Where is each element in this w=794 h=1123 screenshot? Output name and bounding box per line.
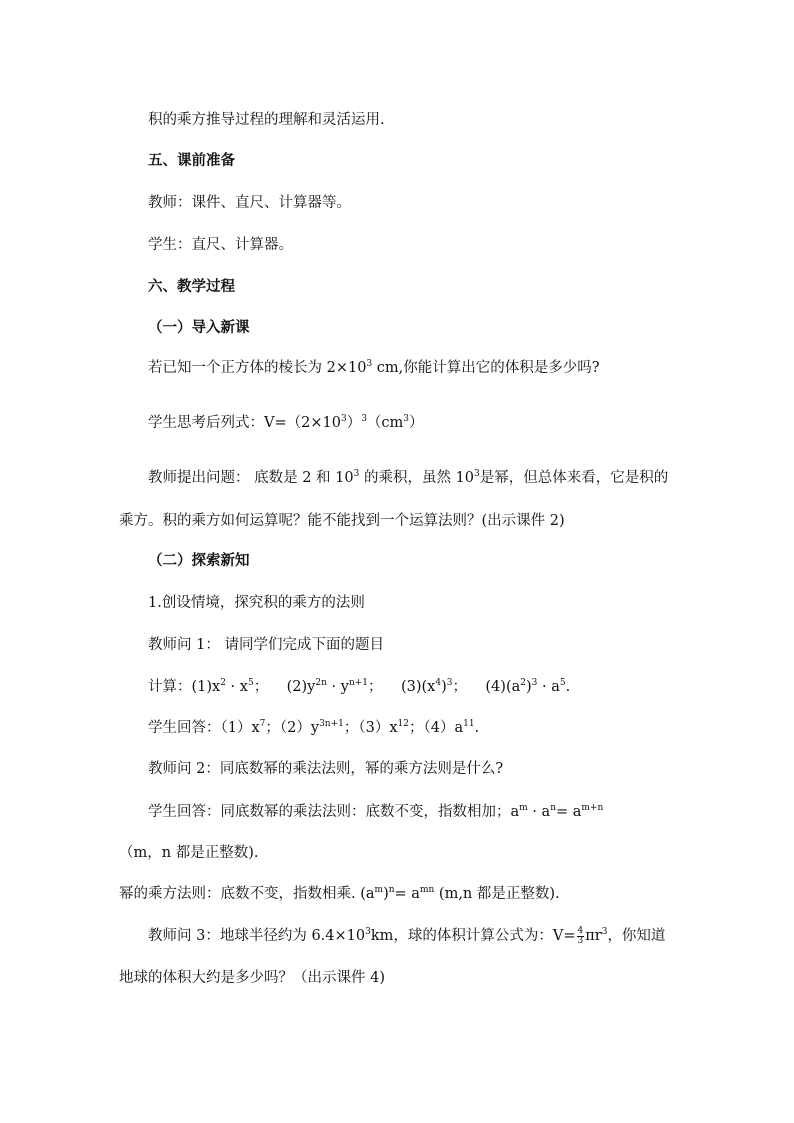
text: 计算：(1)x — [148, 679, 221, 695]
text-line — [148, 593, 365, 613]
text-line — [119, 843, 258, 863]
exponent: 3 — [353, 469, 360, 479]
text: 是幂，但总体来看，它是积的 — [479, 470, 669, 486]
text-line — [148, 358, 600, 378]
exponent: 5 — [559, 678, 566, 688]
text: km，球的体积计算公式为：V= — [370, 928, 576, 944]
exponent: 2 — [220, 678, 226, 688]
fraction-denominator: 3 — [577, 935, 584, 946]
text: 学生：直尺、计算器。 — [148, 237, 293, 253]
text: πr — [585, 928, 602, 944]
text: 幂的乘方法则：底数不变，指数相乘. (a — [119, 886, 375, 902]
text: . — [474, 720, 480, 736]
text: . — [565, 679, 571, 695]
text: 地球的体积大约是多少吗？（出示课件 4) — [119, 970, 385, 986]
exponent: 3 — [601, 927, 608, 937]
text: ) — [525, 679, 532, 695]
text-line — [148, 635, 384, 655]
exponent: n — [388, 885, 395, 895]
text-line — [148, 677, 570, 697]
exponent: 3 — [446, 678, 453, 688]
exponent: 4 — [435, 678, 442, 688]
exponent: 3 — [361, 414, 367, 424]
text: = a — [394, 886, 420, 902]
text: ；（3）x — [343, 720, 398, 736]
text-line — [148, 235, 293, 255]
text-line — [148, 110, 385, 130]
exponent: m — [519, 803, 528, 813]
heading-text: 五、课前准备 — [148, 152, 235, 169]
exponent: 12 — [397, 719, 409, 729]
text-line — [119, 968, 385, 988]
exponent: 3 — [531, 678, 538, 688]
exponent: m — [374, 885, 384, 895]
exponent: 3 — [340, 414, 347, 424]
exponent: 3 — [365, 927, 371, 937]
exponent: n+1 — [348, 678, 369, 688]
text: cm,你能计算出它的体积是多少吗? — [372, 360, 600, 376]
section-heading — [148, 277, 235, 297]
text: 教师提出问题： 底数是 2 和 10 — [148, 470, 354, 486]
text: 1.创设情境，探究积的乘方的法则 — [148, 595, 365, 611]
fraction — [577, 927, 585, 946]
heading-text: （二）探索新知 — [148, 552, 250, 569]
fraction-numerator: 4 — [577, 925, 584, 936]
text: ；（4）a — [408, 720, 464, 736]
text-line — [148, 759, 503, 779]
exponent: 3 — [366, 359, 373, 369]
text: 教师问 2：同底数幂的乘法法则，幂的乘方法则是什么? — [148, 761, 504, 777]
exponent: 3 — [474, 469, 480, 479]
subsection-heading — [148, 318, 250, 338]
section-heading — [148, 151, 235, 171]
subsection-heading — [148, 551, 250, 571]
text: 学生回答：同底数幂的乘法法则：底数不变，指数相加；a — [148, 804, 520, 820]
text: 积的乘方推导过程的理解和灵活运用. — [148, 112, 385, 128]
text: 学生回答：（1）x — [148, 720, 260, 736]
exponent: 2n — [315, 678, 327, 688]
text: ；（2）y — [265, 720, 320, 736]
text-line — [148, 718, 479, 738]
text-line — [148, 413, 424, 433]
text: ) — [441, 679, 447, 695]
text: 若已知一个正方体的棱长为 2×10 — [148, 360, 367, 376]
text: （cm — [366, 415, 404, 431]
exponent: m+n — [581, 803, 604, 813]
text: 学生思考后列式：V=（2×10 — [148, 415, 341, 431]
text: ； (4)(a — [452, 679, 521, 695]
text: · x — [225, 679, 248, 695]
exponent: 3n+1 — [319, 719, 344, 729]
text: · a — [527, 804, 551, 820]
text: ，你知道 — [607, 928, 666, 944]
text: 乘方。积的乘方如何运算呢？能不能找到一个运算法则？(出示课件 2) — [119, 513, 565, 529]
exponent: 5 — [247, 678, 254, 688]
heading-text: 六、教学过程 — [148, 278, 235, 295]
text: 教师问 3：地球半径约为 6.4×10 — [148, 928, 366, 944]
text-line — [148, 468, 668, 488]
exponent: 3 — [403, 414, 410, 424]
exponent: mn — [419, 885, 435, 895]
exponent: 2 — [520, 678, 526, 688]
exponent: 7 — [259, 719, 266, 729]
text: ； (3)(x — [368, 679, 436, 695]
text: 的乘积，虽然 10 — [359, 470, 475, 486]
text-line — [148, 193, 351, 213]
text-line — [148, 926, 665, 946]
text: （m，n 都是正整数). — [119, 845, 259, 861]
text: 教师问 1： 请同学们完成下面的题目 — [148, 637, 384, 653]
text: (m,n 都是正整数). — [434, 886, 560, 902]
text: ； (2)y — [253, 679, 316, 695]
text-line — [119, 511, 565, 531]
text-line — [148, 802, 603, 822]
text: ） — [346, 415, 362, 431]
text: · y — [326, 679, 349, 695]
text: 教师：课件、直尺、计算器等。 — [148, 195, 351, 211]
text: · a — [537, 679, 560, 695]
exponent: n — [550, 803, 556, 813]
heading-text: （一）导入新课 — [148, 319, 250, 336]
text: = a — [555, 804, 582, 820]
exponent: 11 — [463, 719, 475, 729]
text-line — [119, 884, 560, 904]
text: ) — [383, 886, 389, 902]
text: ） — [409, 415, 424, 431]
